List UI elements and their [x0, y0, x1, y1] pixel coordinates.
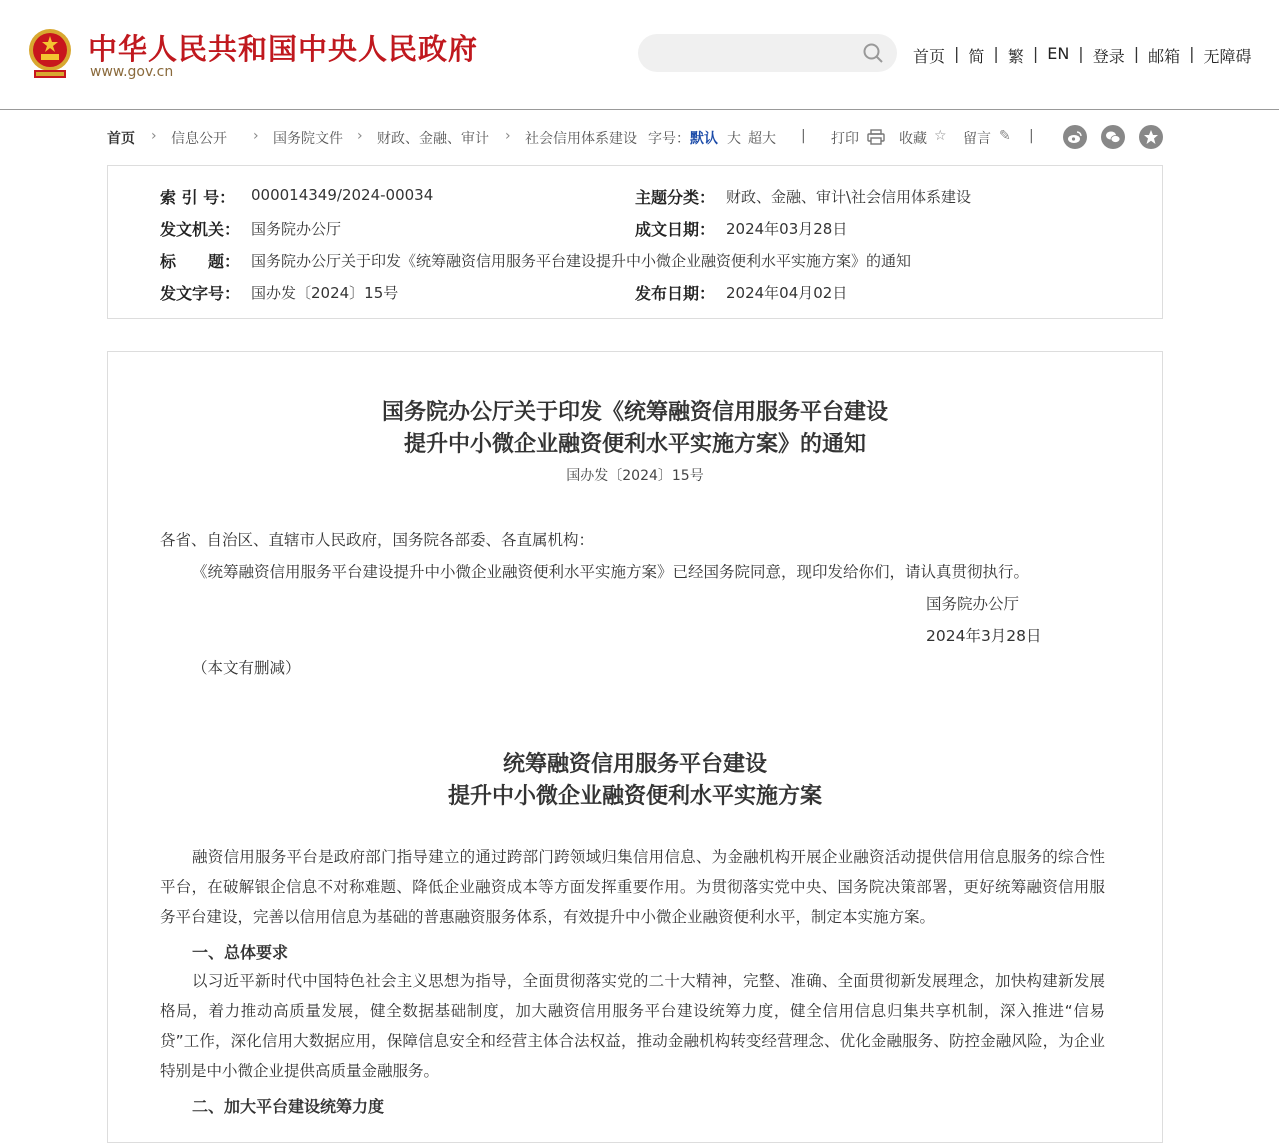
title-value: 国务院办公厅关于印发《统筹融资信用服务平台建设提升中小微企业融资便利水平实施方案》的通知 [251, 252, 912, 270]
topic-value: 财政、金融、审计\社会信用体系建设 [726, 188, 972, 206]
breadcrumb-finance[interactable]: 财政、金融、审计 [377, 131, 489, 147]
pencil-icon[interactable]: ✎ [999, 128, 1011, 144]
nav-separator: | [1189, 44, 1195, 63]
article-content [107, 351, 1163, 1143]
breadcrumb-home[interactable]: 首页 [107, 131, 135, 147]
publish-date-label: 发布日期： [635, 284, 716, 303]
font-size-default[interactable]: 默认 [690, 131, 718, 147]
index-label: 索 引 号： [160, 188, 236, 207]
article-title-line1: 国务院办公厅关于印发《统筹融资信用服务平台建设 [381, 399, 888, 425]
plan-title-line2: 提升中小微企业融资便利水平实施方案 [447, 783, 822, 809]
breadcrumb-state-council-docs[interactable]: 国务院文件 [273, 131, 343, 147]
nav-simplified[interactable]: 简 [968, 47, 985, 66]
nav-separator: | [1032, 44, 1039, 63]
nav-login[interactable]: 登录 [1092, 47, 1125, 66]
comment-button[interactable]: 留言 [963, 131, 991, 147]
nav-traditional[interactable]: 繁 [1007, 47, 1024, 66]
breadcrumb-bar [107, 126, 1167, 148]
section1-heading: 一、总体要求 [192, 943, 289, 962]
signer: 国务院办公厅 [926, 595, 1020, 613]
font-size-label: 字号： [648, 131, 690, 147]
site-title[interactable]: 中华人民共和国中央人民政府 [88, 32, 479, 66]
chevron-right-icon: › [151, 128, 157, 144]
article-doc-number: 国办发〔2024〕15号 [566, 468, 704, 484]
site-url: www.gov.cn [90, 64, 174, 80]
publish-date-value: 2024年04月02日 [726, 284, 848, 302]
print-button[interactable]: 打印 [831, 131, 859, 147]
breadcrumb-credit[interactable]: 社会信用体系建设 [525, 131, 637, 147]
search-input[interactable] [638, 34, 897, 72]
tool-separator: | [801, 128, 806, 144]
document-metadata [107, 165, 1163, 319]
national-emblem-icon[interactable] [26, 28, 74, 82]
issuer-value: 国务院办公厅 [251, 220, 342, 238]
favorite-button[interactable]: 收藏 [899, 131, 927, 147]
title-label: 标 题： [160, 252, 241, 271]
notice-text: 《统筹融资信用服务平台建设提升中小微企业融资便利水平实施方案》已经国务院同意，现印发给你们，请认真贯彻执行。 [192, 563, 1030, 581]
written-date-value: 2024年03月28日 [726, 220, 848, 238]
intro-paragraph: 融资信用服务平台是政府部门指导建立的通过跨部门跨领域归集信用信息、为金融机构开展企业融资活动提供信用信息服务的综合性平台，在破解银企信息不对称难题、降低企业融资成本等方面发挥重要作用。为贯彻落实党中央、国务院决策部署，更好统筹融资信用服务平台建设，完善以信用信息为基础的普惠融资服务体系，有效提升中小微企业融资便利水平，制定本实施方案。 [160, 848, 1105, 926]
chevron-right-icon: › [357, 128, 363, 144]
star-icon [1143, 129, 1159, 145]
plan-title-line1: 统筹融资信用服务平台建设 [502, 751, 767, 777]
search-icon[interactable] [863, 43, 883, 63]
index-value: 000014349/2024-00034 [251, 186, 434, 204]
issuer-label: 发文机关： [160, 220, 241, 239]
section2-heading: 二、加大平台建设统筹力度 [192, 1097, 385, 1116]
nav-separator: | [1133, 44, 1140, 63]
nav-accessibility[interactable]: 无障碍 [1203, 47, 1252, 66]
nav-mail[interactable]: 邮箱 [1148, 47, 1181, 66]
font-size-xlarge[interactable]: 超大 [748, 131, 776, 147]
wechat-share-button[interactable] [1101, 125, 1125, 149]
site-header [0, 0, 1279, 110]
sign-date: 2024年3月28日 [926, 627, 1042, 645]
weibo-share-button[interactable] [1063, 125, 1087, 149]
topic-label: 主题分类： [635, 188, 716, 207]
breadcrumb-info[interactable]: 信息公开 [171, 131, 227, 147]
nav-separator: | [1078, 44, 1084, 63]
weibo-icon [1067, 129, 1083, 145]
section1-paragraph: 以习近平新时代中国特色社会主义思想为指导，全面贯彻落实党的二十大精神，完整、准确、全面贯彻新发展理念，加快构建新发展格局，着力推动高质量发展，健全数据基础制度，加大融资信用服务平台建设统筹力度，健全信用信息归集共享机制，深入推进“信易贷”工作，深化信用大数据应用，保障信息安全和经营主体合法权益，推动金融机构转变经营理念、优化金融服务、防控金融风险，为企业特别是中小微企业提供高质量金融服务。 [160, 972, 1105, 1080]
nav-home[interactable]: 首页 [913, 47, 946, 66]
top-nav [913, 44, 1252, 67]
chevron-right-icon: › [253, 128, 259, 144]
written-date-label: 成文日期： [635, 220, 716, 239]
salutation: 各省、自治区、直辖市人民政府，国务院各部委、各直属机构： [160, 531, 595, 549]
doc-number-label: 发文字号： [160, 284, 241, 303]
abridged-note: （本文有删减） [192, 659, 301, 677]
chevron-right-icon: › [505, 128, 511, 144]
favorite-share-button[interactable] [1139, 125, 1163, 149]
nav-english[interactable]: EN [1047, 44, 1070, 63]
doc-number-value: 国办发〔2024〕15号 [251, 284, 399, 302]
nav-separator: | [954, 44, 960, 63]
article-title-line2: 提升中小微企业融资便利水平实施方案》的通知 [403, 431, 866, 457]
printer-icon[interactable] [867, 129, 885, 145]
star-outline-icon[interactable]: ☆ [934, 128, 947, 144]
tool-separator: | [1029, 128, 1034, 144]
nav-separator: | [993, 44, 999, 63]
font-size-large[interactable]: 大 [727, 131, 741, 147]
wechat-icon [1105, 129, 1121, 145]
